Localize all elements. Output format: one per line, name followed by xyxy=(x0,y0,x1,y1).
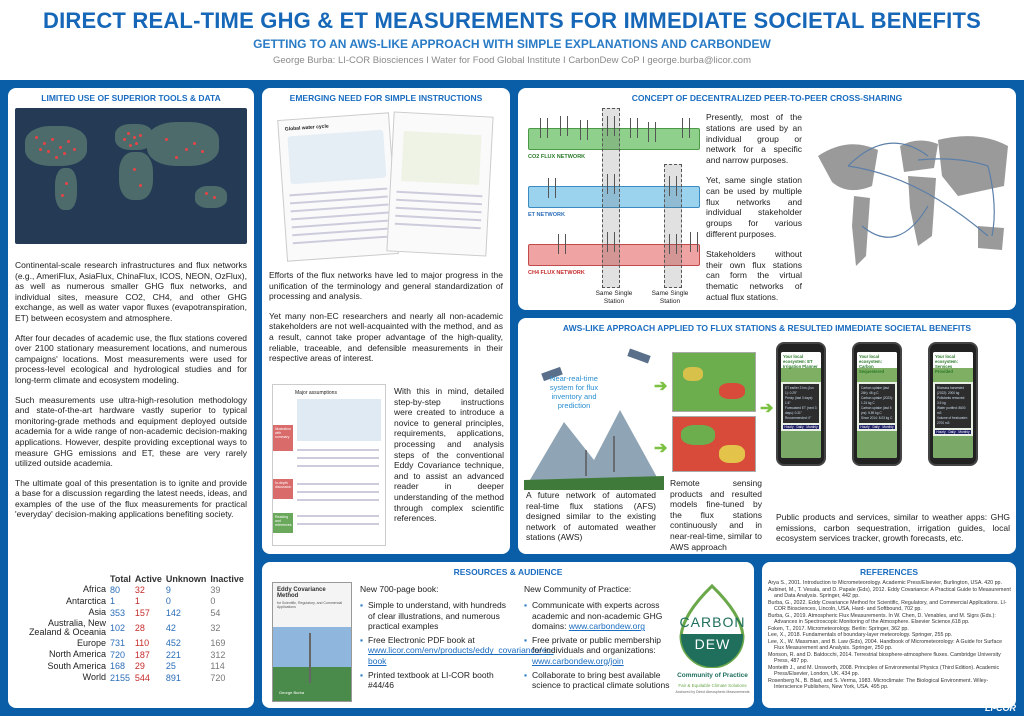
table-row xyxy=(12,619,246,638)
panel-peer-sharing xyxy=(518,88,1016,310)
table-cell: 168 xyxy=(110,661,126,672)
licor-logo: LI-COR xyxy=(985,703,1016,713)
arrow-icon: ➔ xyxy=(654,440,668,457)
reference-entry: Burba, G., 2022. Eddy Covariance Method for Scientific, Regulatory, and Commercial Applications. LI-COR Biosciences, Lincoln, USA, Hard- and Softbound, 702 pp. xyxy=(768,599,1007,612)
app-tab[interactable]: Daily xyxy=(948,430,956,434)
table-cell: 25 xyxy=(165,661,176,672)
caption-afs: A future network of automated real-time flux stations (AFS) designed similar to the existing network of automated weather stations (AWS) xyxy=(526,490,656,543)
reference-entry: Burba, G., 2019. Atmospheric Flux Measurements. In W. Chen, D. Venables, and M. Sigrs (Eds.): Advances in Spectroscopic Monitoring of the Atmosphere. Elsevier Science,618 pp. xyxy=(768,612,996,625)
table-cell: 32 xyxy=(210,623,221,633)
reference-entry: Arya S., 2001. Introduction to Micrometeorology. Academic Press/Elsevier, Burlington, USA. 420 pp. xyxy=(768,580,1002,586)
app-row: Since 2014: 8.03 kg C xyxy=(861,416,893,420)
table-cell: 39 xyxy=(210,584,221,595)
table-cell: 891 xyxy=(165,672,181,683)
app-landscape-image xyxy=(781,431,821,458)
table-cell: 312 xyxy=(210,649,226,660)
list-item: ▪ Simple to understand, with hundreds of clear illustrations, and numerous practical examples xyxy=(360,600,510,632)
list-item: ▪ Free private or public membership for individuals and organizations: www.carbondew.org/join xyxy=(524,635,672,667)
book-page-sample xyxy=(272,384,386,546)
panel-title: CONCEPT OF DECENTRALIZED PEER-TO-PEER CROSS-SHARING xyxy=(631,93,903,103)
app-row: Precip (last 3 days): 1.6" xyxy=(785,396,814,405)
app-tab[interactable]: Monthly xyxy=(806,425,818,429)
network-label: CH4 FLUX NETWORK xyxy=(528,270,585,276)
poster-authors: George Burba: LI-COR Biosciences I Water for Food Global Institute I CarbonDew CoP I george.burba@licor.com xyxy=(272,55,751,66)
table-cell: 720 xyxy=(210,672,226,683)
reference-entry: Aubinet, M., T. Vesala, and D. Papale (Eds), 2012. Eddy Covariance: A Practical Guide to Measurement and Data Analysis. Springer, 442 pp. xyxy=(768,586,1011,599)
table-cell: 187 xyxy=(134,649,150,660)
region-name: North America xyxy=(48,649,106,659)
phone-et-planner xyxy=(776,342,826,466)
logo-word-dew: DEW xyxy=(694,636,731,652)
app-row: Biomass harvested (2022): 2000 kg xyxy=(937,386,965,395)
book-title: Eddy Covariance Method xyxy=(277,587,326,599)
table-cell: 720 xyxy=(110,649,126,660)
app-tab[interactable]: Hourly xyxy=(784,425,794,429)
app-row: Volume of freshwater: 2700 m3 xyxy=(937,416,968,425)
table-row xyxy=(12,661,246,673)
paragraph: Such measurements use ultra-high-resolution methodology and state-of-the-art hardware vastly superior to typical monitoring-grade methods and equipment deployed outside academia for a wide range of non-academic decision-making applications. However, despite providing exceptional ways to measure GHG emissions and ET, these are very rarely utilized outside academia. xyxy=(15,394,247,469)
table-cell: 114 xyxy=(210,661,225,672)
station-label: Same Single Station xyxy=(595,290,633,305)
region-name: Africa xyxy=(82,584,106,594)
panel-title: AWS-LIKE APPROACH APPLIED TO FLUX STATIONS & RESULTED IMMEDIATE SOCIETAL BENEFITS xyxy=(562,323,972,333)
logo-tagline: Fair & Equitable Climate Solutions xyxy=(678,683,747,688)
arrow-icon: ➔ xyxy=(760,400,774,417)
paragraph: After four decades of academic use, the flux stations covered over 2100 stationary measurement locations, and numerous campaigns' locations. Most measurements were used for process-level ecological and hydrological studies and for long-term climate and ecosystem modeling. xyxy=(15,332,247,385)
table-cell: 54 xyxy=(210,607,221,618)
resource-link[interactable]: www.carbondew.org xyxy=(568,621,645,632)
reference-entry: Lee, X., W. Massman, and B. Law (Eds), 2004. Handbook of Micrometeorology: A Guide for Surface Flux Measurement and Analysis. Springer, 250 pp. xyxy=(768,638,1003,651)
paragraph: Stakeholders without their own flux stations can form the virtual thematic networks of actual flux stations. xyxy=(706,248,802,302)
list-item: ▪ Collaborate to bring best available science to practical climate solutions xyxy=(524,670,672,691)
table-row xyxy=(12,672,246,684)
poster-title: DIRECT REAL-TIME GHG & ET MEASUREMENTS FOR IMMEDIATE SOCIETAL BENEFITS xyxy=(42,8,981,33)
box-heading: Major assumptions xyxy=(295,390,337,396)
paragraph: Efforts of the flux networks have led to major progress in the unification of the terminology and general standardization of processing and analysis. xyxy=(269,270,503,302)
book-author: George Burba xyxy=(279,690,305,695)
table-cell: 731 xyxy=(110,638,126,649)
open-book-image xyxy=(277,112,399,261)
table-cell: 102 xyxy=(110,623,126,633)
region-name: Asia xyxy=(88,607,106,617)
table-cell: 9 xyxy=(165,584,171,595)
panel3-text xyxy=(706,112,802,310)
region-name: Antarctica xyxy=(65,595,106,606)
panel-references xyxy=(762,562,1016,708)
app-tab[interactable]: Daily xyxy=(796,425,804,429)
table-cell: 0 xyxy=(165,596,171,607)
panel-title: LIMITED USE OF SUPERIOR TOOLS & DATA xyxy=(41,93,221,103)
table-cell: 142 xyxy=(165,607,181,618)
table-row xyxy=(12,638,246,650)
list-item: ▪ Printed textbook at LI-COR booth #44/46 xyxy=(360,670,510,691)
poster-subtitle: GETTING TO AN AWS-LIKE APPROACH WITH SIMPLE EXPLANATIONS AND CARBONDEW xyxy=(253,37,771,51)
resource-link[interactable]: www.licor.com/env/products/eddy_covariance/ec-book xyxy=(368,645,554,666)
col-header: Total xyxy=(110,574,131,584)
app-row: Forecasted ET (next 3 days): 0.31" xyxy=(785,406,817,415)
table-row xyxy=(12,607,246,619)
panel1-text xyxy=(15,260,247,529)
table-cell: 157 xyxy=(134,607,150,618)
side-tag: In-depth discussion xyxy=(273,479,293,499)
table-cell: 1 xyxy=(110,596,116,607)
app-tab[interactable]: Monthly xyxy=(882,425,894,429)
list-item: ▪ Communicate with experts across academic and non-academic GHG domains: www.carbondew.org xyxy=(524,600,672,632)
table-cell: 42 xyxy=(165,623,176,633)
app-landscape-image xyxy=(857,431,897,458)
book-heading: New 700-page book: xyxy=(360,584,439,594)
remote-sensing-map-image xyxy=(672,352,756,412)
community-heading: New Community of Practice: xyxy=(524,584,632,594)
table-cell: 0 xyxy=(210,596,216,607)
world-map-image xyxy=(15,108,247,244)
table-cell: 353 xyxy=(110,607,126,618)
panel-title: RESOURCES & AUDIENCE xyxy=(453,567,563,577)
table-cell: 32 xyxy=(134,584,145,595)
app-header: Your local ecosystem: Carbon Sequestered xyxy=(857,352,897,368)
table-row xyxy=(12,649,246,661)
app-row: Pollutants removed: 3.5 kg xyxy=(937,396,966,405)
sharing-world-map xyxy=(808,116,1012,286)
regional-stations-table xyxy=(12,574,246,684)
table-cell: 110 xyxy=(134,638,150,649)
panel-limited-use xyxy=(8,88,254,708)
phone-services xyxy=(928,342,978,466)
model-output-map-image xyxy=(672,416,756,472)
station-label: Same Single Station xyxy=(651,290,689,305)
app-row: ET earlier 3 hrs (Jun 1): 0.29" xyxy=(785,386,814,395)
phone-carbon xyxy=(852,342,902,466)
open-book-page xyxy=(386,111,493,256)
table-cell: 221 xyxy=(165,649,181,660)
poster-header xyxy=(0,0,1024,80)
book-feature-list xyxy=(360,600,554,691)
app-row: Carbon uptake (2023): 1.24 kg C xyxy=(861,396,893,405)
region-name: World xyxy=(82,672,106,682)
satellite-landscape-image xyxy=(524,340,664,490)
table-cell: 29 xyxy=(134,661,145,672)
logo-caption: Community of Practice xyxy=(677,672,748,679)
app-card xyxy=(783,384,819,423)
app-tab[interactable]: Hourly xyxy=(936,430,946,434)
table-cell: 80 xyxy=(110,584,121,595)
col-header: Inactive xyxy=(210,574,244,584)
app-image xyxy=(781,368,821,382)
arrow-icon: ➔ xyxy=(654,378,668,395)
network-label: ET NETWORK xyxy=(528,212,565,218)
panel-aws-approach xyxy=(518,318,1016,554)
app-row: Carbon uptake (last 5 yrs): 5.89 kg C xyxy=(861,406,892,415)
app-tab[interactable]: Daily xyxy=(872,425,880,429)
table-cell: 452 xyxy=(165,638,181,649)
panel2-text-right xyxy=(394,386,504,533)
app-row: Water purified: 8600 m3 xyxy=(937,406,966,415)
app-card xyxy=(859,384,895,423)
table-cell: 1 xyxy=(134,596,140,607)
carbondew-logo xyxy=(673,584,752,702)
panel-title: EMERGING NEED FOR SIMPLE INSTRUCTIONS xyxy=(289,93,483,103)
reference-entry: Lee, X., 2018. Fundamentals of boundary-layer meteorology. Springer, 255 pp. xyxy=(768,632,953,638)
app-tab[interactable]: Monthly xyxy=(958,430,970,434)
paragraph: Yet many non-EC researchers and nearly all non-academic stakeholders are not well-acquainted with the method, and as a result, cannot take proper advantage of the high-quality, reliable, traceable, and defensible measurements in their respective areas of interest. xyxy=(269,310,503,364)
paragraph: With this in mind, detailed step-by-step instructions were created to introduce a novice to general principles, requirements, applications, processing and analysis steps of the conventional Eddy Covariance technique, and to assist an advanced reader in deeper understanding of the method through complex scientific references. xyxy=(394,386,504,524)
region-name: Europe xyxy=(76,637,106,648)
table-body xyxy=(12,584,246,684)
network-label: CO2 FLUX NETWORK xyxy=(528,154,586,160)
reference-entry: Foken, T., 2017. Micrometeorology. Berlin: Springer, 362 pp. xyxy=(768,625,909,632)
region-name: Australia, New Zealand & Oceania xyxy=(28,617,106,637)
panel-title: REFERENCES xyxy=(859,567,919,577)
reference-entry: Monteith J., and M. Unsworth, 2008. Principles of Environmental Physics (Third Edition). Academic Press/Elsevier, London, UK. 434 pp. xyxy=(768,664,1000,677)
table-row xyxy=(12,596,246,608)
paragraph: Yet, same single station can be used by multiple flux networks and individual stakeholder groups for various different purposes. xyxy=(706,174,802,239)
app-header: Your local ecosystem: ET Irrigation Planner xyxy=(781,352,821,368)
resource-link[interactable]: www.carbondew.org/join xyxy=(532,655,624,666)
reference-entry: Monson, R. and D. Baldocchi, 2014. Terrestrial biosphere-atmosphere fluxes. Cambridge University Press, 487 pp. xyxy=(768,651,1001,664)
app-row: Carbon uptake (last 24h): 46 g C xyxy=(861,386,889,395)
caption-remote-sensing: Remote sensing products and resulted models fine-tuned by the flux stations continuously and in near-real-time, similar to AWS approach xyxy=(670,478,762,552)
paragraph: Presently, most of the stations are used by an individual group or network for a specific and narrow purposes. xyxy=(706,112,802,166)
book-cover-image xyxy=(272,582,352,702)
col-header: Unknown xyxy=(165,574,207,584)
app-header: Your local ecosystem: Services Provided xyxy=(933,352,973,368)
book-heading: Global water cycle xyxy=(284,123,329,133)
app-row: Recommended: 0" xyxy=(785,416,812,420)
logo-word-carbon: CARBON xyxy=(679,614,746,630)
caption-public-products: Public products and services, similar to weather apps: GHG emissions, carbon sequestration, irrigation guides, local ecosystem services tracker, growth forecasts, etc. xyxy=(776,512,1010,544)
table-cell: 28 xyxy=(134,623,145,633)
table-row xyxy=(12,584,246,596)
table-cell: 544 xyxy=(134,672,150,683)
paragraph: Continental-scale research infrastructures and flux networks (e.g., AmeriFlux, AsiaFlux, ChinaFlux, ICOS, NEON, OzFlux), as well as numerous smaller GHG flux networks, and individual sites, measure CO2, CH4, and other GHG exchange, as well as water vapor fluxes (evapotranspiration, ET) between ecosystem and atmosphere. xyxy=(15,260,247,323)
table-cell: 169 xyxy=(210,638,226,649)
table-cell: 2155 xyxy=(110,672,131,683)
logo-tagline-2: Anchored by Direct Atmospheric Measurements xyxy=(675,690,750,694)
reference-entry: Rosenberg N., B. Blad, and S. Verma, 1983. Microclimate: The Biological Environment. Wiley-Interscience Publishers, New York, USA. 495 pp. xyxy=(768,677,989,690)
app-landscape-image xyxy=(933,436,973,458)
book-subtitle: for Scientific, Regulatory, and Commercial Applications xyxy=(277,601,343,609)
paragraph: The ultimate goal of this presentation is to ignite and provide a base for a discussion regarding the latest needs, ideas, and examples of the use of the flux measurements for practical 'everyday' decision-making applications benefiting society. xyxy=(15,477,247,520)
panel2-text xyxy=(269,270,503,373)
col-header: Active xyxy=(134,574,162,584)
community-feature-list xyxy=(524,600,672,691)
app-card xyxy=(935,384,971,428)
side-tag: Reading and references xyxy=(273,513,293,533)
list-item: ▪ Free Electronic PDF book at www.licor.com/env/products/eddy_covariance/ec-book xyxy=(360,635,510,667)
reference-list xyxy=(768,580,1012,691)
app-tab[interactable]: Hourly xyxy=(860,425,870,429)
side-tag: Illustration with summary xyxy=(273,425,293,451)
panel-simple-instructions xyxy=(262,88,510,554)
satellite-label: Near-real-time system for flux inventory and prediction xyxy=(549,374,599,410)
region-name: South America xyxy=(47,660,106,671)
